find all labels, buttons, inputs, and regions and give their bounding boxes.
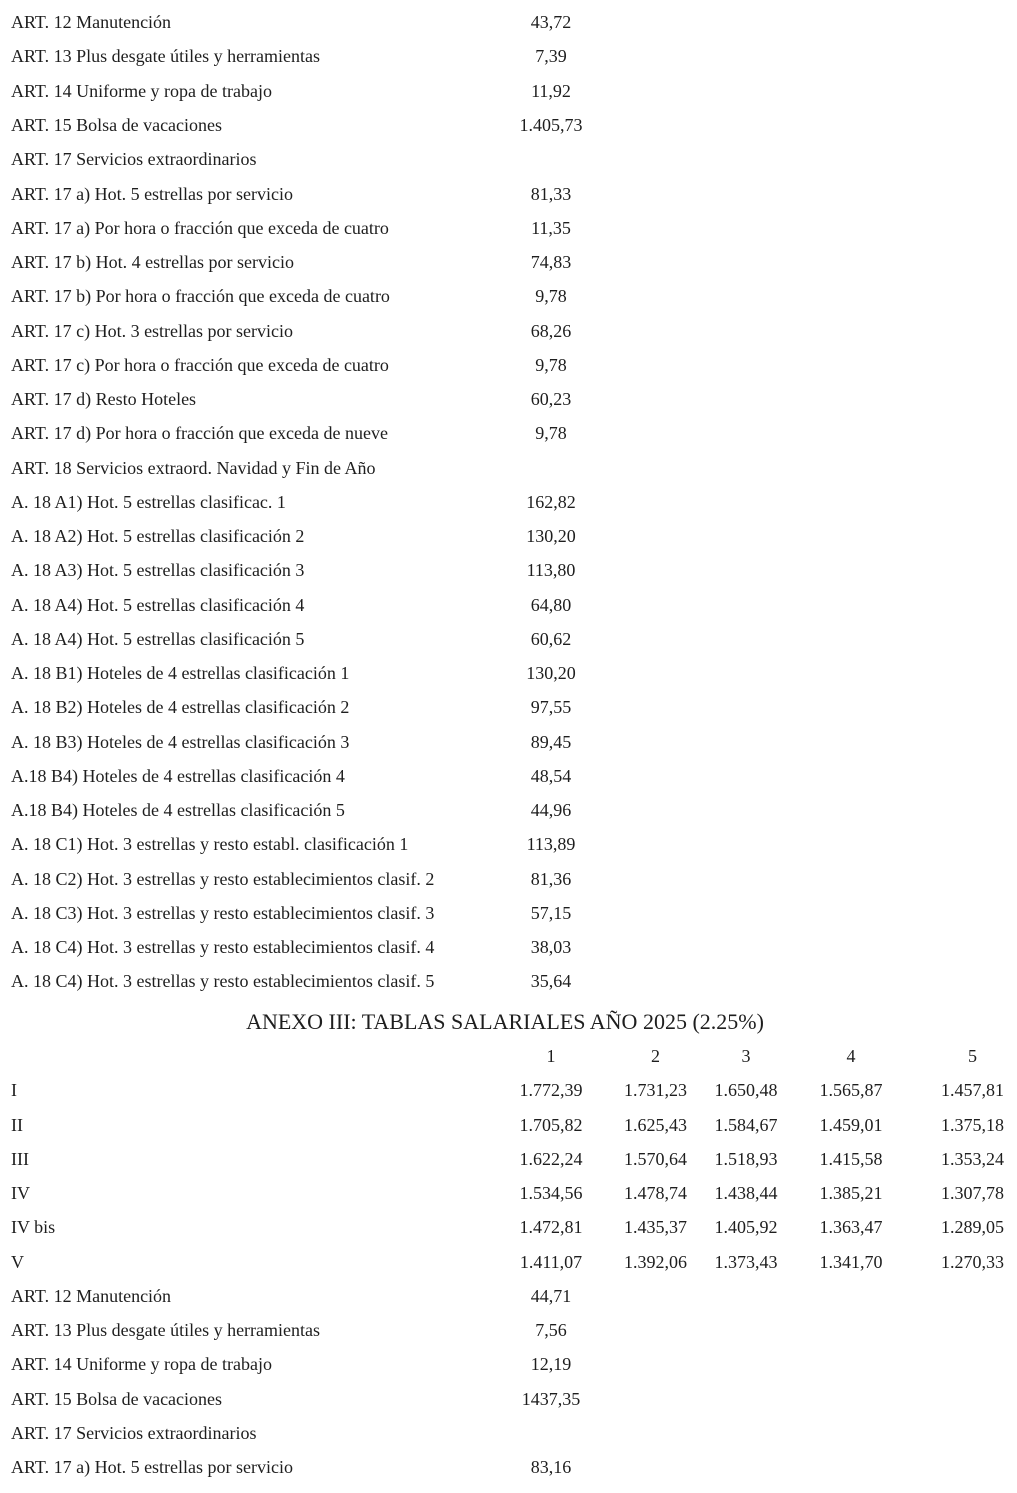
row-label: ART. 14 Uniforme y ropa de trabajo xyxy=(11,81,273,101)
row-value: 9,78 xyxy=(535,355,567,375)
allowance-row xyxy=(0,793,1017,827)
table-cell: 1.270,33 xyxy=(941,1252,1004,1272)
table-cell: 1.622,24 xyxy=(519,1149,583,1169)
annex-title: ANEXO III: TABLAS SALARIALES AÑO 2025 (2.25%) xyxy=(246,1009,764,1034)
row-value: 43,72 xyxy=(530,12,572,32)
row-label: ART. 12 Manutención xyxy=(11,12,172,32)
allowance-row xyxy=(0,485,1017,519)
table-row xyxy=(0,1142,1017,1176)
allowance-row xyxy=(0,245,1017,279)
row-value: 89,45 xyxy=(530,732,572,752)
row-label: A. 18 B3) Hoteles de 4 estrellas clasificación 3 xyxy=(11,732,350,752)
allowance-row xyxy=(0,759,1017,793)
table-cell: 1.435,37 xyxy=(624,1217,687,1237)
row-label: ART. 14 Uniforme y ropa de trabajo xyxy=(11,1354,273,1374)
level-label: I xyxy=(11,1080,17,1100)
allowance-row xyxy=(0,211,1017,245)
row-label: A. 18 C4) Hot. 3 estrellas y resto establecimientos clasif. 5 xyxy=(11,971,435,991)
allowance-row xyxy=(0,588,1017,622)
row-value: 44,96 xyxy=(530,800,572,820)
row-label: ART. 17 b) Hot. 4 estrellas por servicio xyxy=(11,252,295,272)
allowance-row xyxy=(0,1382,1017,1416)
row-value: 64,80 xyxy=(530,595,572,615)
row-value: 7,56 xyxy=(535,1320,567,1340)
row-value: 83,16 xyxy=(530,1457,572,1477)
row-value: 81,33 xyxy=(530,184,572,204)
row-value: 38,03 xyxy=(530,937,572,957)
column-header: 5 xyxy=(968,1046,977,1066)
row-label: ART. 17 d) Por hora o fracción que exceda de nueve xyxy=(11,423,388,443)
row-value: 60,23 xyxy=(530,389,572,409)
table-cell: 1.411,07 xyxy=(519,1252,583,1272)
table-cell: 1.375,18 xyxy=(941,1115,1004,1135)
row-value: 74,83 xyxy=(530,252,572,272)
row-value: 44,71 xyxy=(530,1286,572,1306)
row-value: 57,15 xyxy=(530,903,572,923)
table-row xyxy=(0,1210,1017,1244)
row-label: ART. 17 Servicios extraordinarios xyxy=(11,149,257,169)
allowance-row xyxy=(0,142,1017,176)
row-label: A. 18 C1) Hot. 3 estrellas y resto establ. clasificación 1 xyxy=(11,834,409,854)
allowance-row xyxy=(0,725,1017,759)
row-label: A. 18 C4) Hot. 3 estrellas y resto establecimientos clasif. 4 xyxy=(11,937,435,957)
column-header: 2 xyxy=(651,1046,660,1066)
allowance-row xyxy=(0,279,1017,313)
allowance-row xyxy=(0,74,1017,108)
allowance-row xyxy=(0,1279,1017,1313)
table-row xyxy=(0,1073,1017,1107)
row-label: A. 18 C2) Hot. 3 estrellas y resto establecimientos clasif. 2 xyxy=(11,869,435,889)
row-label: ART. 18 Servicios extraord. Navidad y Fin de Año xyxy=(11,458,376,478)
table-row xyxy=(0,1108,1017,1142)
table-cell: 1.457,81 xyxy=(941,1080,1004,1100)
row-value: 11,35 xyxy=(531,218,571,238)
table-cell: 1.570,64 xyxy=(624,1149,687,1169)
allowance-row xyxy=(0,177,1017,211)
allowance-row xyxy=(0,690,1017,724)
table-cell: 1.459,01 xyxy=(819,1115,883,1135)
level-label: IV xyxy=(11,1183,30,1203)
row-value: 162,82 xyxy=(526,492,576,512)
row-value: 11,92 xyxy=(531,81,571,101)
row-label: A. 18 A3) Hot. 5 estrellas clasificación 3 xyxy=(11,560,305,580)
table-cell: 1.405,92 xyxy=(714,1217,778,1237)
row-label: ART. 17 c) Hot. 3 estrellas por servicio xyxy=(11,321,294,341)
allowance-row xyxy=(0,5,1017,39)
level-label: II xyxy=(11,1115,23,1135)
table-cell: 1.584,67 xyxy=(714,1115,778,1135)
row-label: ART. 13 Plus desgate útiles y herramientas xyxy=(11,46,321,66)
column-header: 4 xyxy=(846,1046,856,1066)
level-label: III xyxy=(11,1149,29,1169)
allowance-row xyxy=(0,896,1017,930)
table-cell: 1.341,70 xyxy=(819,1252,883,1272)
allowance-row xyxy=(0,348,1017,382)
row-value: 35,64 xyxy=(530,971,572,991)
table-cell: 1.353,24 xyxy=(941,1149,1004,1169)
allowance-row xyxy=(0,1450,1017,1484)
column-header: 3 xyxy=(741,1046,751,1066)
table-cell: 1.705,82 xyxy=(519,1115,583,1135)
salary-table-header xyxy=(0,1039,1017,1073)
row-value: 130,20 xyxy=(526,663,576,683)
allowance-row xyxy=(0,964,1017,998)
allowance-row xyxy=(0,39,1017,73)
row-label: A. 18 A2) Hot. 5 estrellas clasificación 2 xyxy=(11,526,305,546)
table-cell: 1.534,56 xyxy=(519,1183,583,1203)
allowance-row xyxy=(0,108,1017,142)
level-label: IV bis xyxy=(11,1217,56,1237)
row-value: 1.405,73 xyxy=(519,115,583,135)
row-label: A. 18 B2) Hoteles de 4 estrellas clasificación 2 xyxy=(11,697,350,717)
allowance-row xyxy=(0,382,1017,416)
row-label: ART. 17 a) Hot. 5 estrellas por servicio xyxy=(11,184,294,204)
table-cell: 1.373,43 xyxy=(714,1252,778,1272)
allowance-row xyxy=(0,930,1017,964)
allowance-row xyxy=(0,1313,1017,1347)
row-value: 113,89 xyxy=(526,834,576,854)
row-value: 68,26 xyxy=(530,321,572,341)
allowance-row xyxy=(0,314,1017,348)
table-cell: 1.385,21 xyxy=(819,1183,883,1203)
level-label: V xyxy=(11,1252,24,1272)
row-label: ART. 17 Servicios extraordinarios xyxy=(11,1423,257,1443)
allowance-row xyxy=(0,622,1017,656)
row-value: 7,39 xyxy=(535,46,567,66)
table-cell: 1.478,74 xyxy=(624,1183,687,1203)
row-label: A. 18 A4) Hot. 5 estrellas clasificación 4 xyxy=(11,595,305,615)
column-header: 1 xyxy=(546,1046,556,1066)
row-value: 48,54 xyxy=(530,766,572,786)
row-label: ART. 17 a) Por hora o fracción que exceda de cuatro xyxy=(11,218,389,238)
row-label: A. 18 C3) Hot. 3 estrellas y resto establecimientos clasif. 3 xyxy=(11,903,435,923)
allowance-row xyxy=(0,1416,1017,1450)
table-cell: 1.625,43 xyxy=(624,1115,687,1135)
row-value: 1437,35 xyxy=(521,1389,581,1409)
table-row xyxy=(0,1245,1017,1279)
allowance-row xyxy=(0,416,1017,450)
row-value: 81,36 xyxy=(530,869,572,889)
table-cell: 1.772,39 xyxy=(519,1080,583,1100)
row-label: A.18 B4) Hoteles de 4 estrellas clasificación 5 xyxy=(11,800,345,820)
row-value: 9,78 xyxy=(535,423,567,443)
row-value: 97,55 xyxy=(530,697,572,717)
row-label: A. 18 A4) Hot. 5 estrellas clasificación 5 xyxy=(11,629,305,649)
allowance-row xyxy=(0,862,1017,896)
row-value: 12,19 xyxy=(530,1354,572,1374)
row-label: ART. 17 b) Por hora o fracción que exceda de cuatro xyxy=(11,286,390,306)
table-cell: 1.392,06 xyxy=(624,1252,687,1272)
row-label: A.18 B4) Hoteles de 4 estrellas clasificación 4 xyxy=(11,766,345,786)
table-cell: 1.307,78 xyxy=(941,1183,1004,1203)
table-cell: 1.565,87 xyxy=(819,1080,883,1100)
table-cell: 1.289,05 xyxy=(941,1217,1004,1237)
row-value: 60,62 xyxy=(530,629,572,649)
table-cell: 1.731,23 xyxy=(624,1080,687,1100)
table-cell: 1.650,48 xyxy=(714,1080,778,1100)
table-cell: 1.415,58 xyxy=(819,1149,883,1169)
row-label: ART. 15 Bolsa de vacaciones xyxy=(11,1389,223,1409)
allowance-row xyxy=(0,451,1017,485)
row-label: ART. 15 Bolsa de vacaciones xyxy=(11,115,223,135)
row-label: ART. 17 d) Resto Hoteles xyxy=(11,389,197,409)
row-label: ART. 17 a) Hot. 5 estrellas por servicio xyxy=(11,1457,294,1477)
table-cell: 1.472,81 xyxy=(519,1217,583,1237)
allowance-row xyxy=(0,1347,1017,1381)
table-cell: 1.438,44 xyxy=(714,1183,778,1203)
allowance-row xyxy=(0,553,1017,587)
row-label: A. 18 A1) Hot. 5 estrellas clasificac. 1 xyxy=(11,492,286,512)
row-label: ART. 12 Manutención xyxy=(11,1286,172,1306)
allowance-row xyxy=(0,827,1017,861)
row-label: A. 18 B1) Hoteles de 4 estrellas clasificación 1 xyxy=(11,663,350,683)
row-value: 130,20 xyxy=(526,526,576,546)
row-value: 113,80 xyxy=(526,560,576,580)
table-cell: 1.518,93 xyxy=(714,1149,778,1169)
row-label: ART. 17 c) Por hora o fracción que exceda de cuatro xyxy=(11,355,389,375)
row-label: ART. 13 Plus desgate útiles y herramientas xyxy=(11,1320,321,1340)
allowance-row xyxy=(0,519,1017,553)
table-cell: 1.363,47 xyxy=(819,1217,883,1237)
table-row xyxy=(0,1176,1017,1210)
row-value: 9,78 xyxy=(535,286,567,306)
allowance-row xyxy=(0,656,1017,690)
